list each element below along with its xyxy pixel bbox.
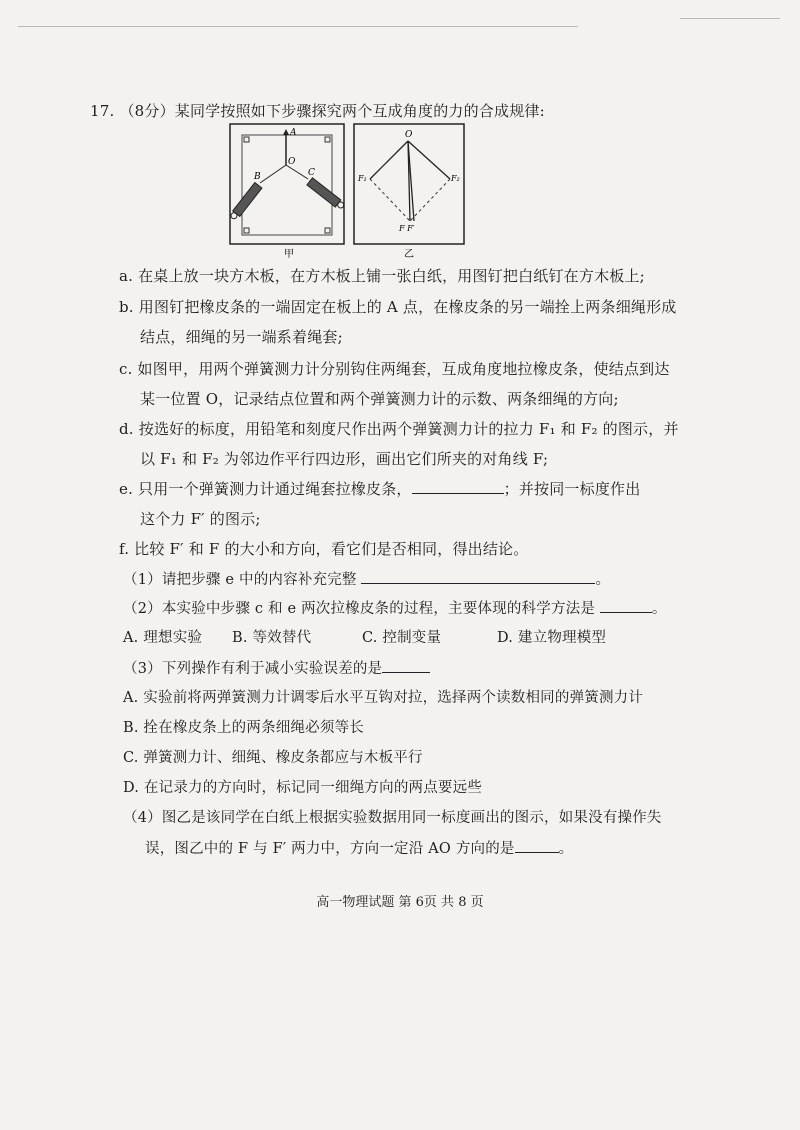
label-F1: F₁	[358, 174, 367, 183]
question-intro: 某同学按照如下步骤探究两个互成角度的力的合成规律:	[174, 102, 545, 120]
subq-2-option-a[interactable]: A. 理想实验	[123, 630, 203, 646]
step-c-line2: 某一位置 O，记录结点位置和两个弹簧测力计的示数、两条细绳的方向;	[140, 390, 619, 408]
label-A: A	[290, 128, 297, 138]
step-b-line1: b. 用图钉把橡皮条的一端固定在板上的 A 点，在橡皮条的另一端拴上两条细绳形成	[119, 298, 677, 316]
step-e-text-b: ；并按同一标度作出	[503, 480, 641, 498]
question-header	[90, 101, 545, 121]
subq-4-text: 误，图乙中的 F 与 F′ 两力中，方向一定沿 AO 方向的是	[145, 841, 515, 857]
label-B: B	[254, 172, 261, 182]
subq-4-line1: （4）图乙是该同学在白纸上根据实验数据用同一标度画出的图示，如果没有操作失	[123, 810, 662, 826]
step-b-line2: 结点，细绳的另一端系着绳套;	[140, 328, 343, 346]
subq-2-option-b[interactable]: B. 等效替代	[232, 630, 312, 646]
step-d-line1: d. 按选好的标度，用铅笔和刻度尺作出两个弹簧测力计的拉力 F₁ 和 F₂ 的图示，并	[119, 420, 679, 438]
figure-yi	[352, 121, 468, 261]
step-e-text-a: e. 只用一个弹簧测力计通过绳套拉橡皮条，	[119, 480, 412, 498]
subq-3-option-a[interactable]: A. 实验前将两弹簧测力计调零后水平互钩对拉，选择两个读数相同的弹簧测力计	[123, 690, 644, 706]
question-number: 17.	[90, 102, 115, 120]
figure-jia-caption: 甲	[284, 249, 294, 260]
step-d-line2: 以 F₁ 和 F₂ 为邻边作平行四边形，画出它们所夹的对角线 F;	[140, 450, 549, 468]
subq-1-blank[interactable]	[361, 569, 595, 584]
subq-2-blank[interactable]	[600, 598, 652, 613]
label-F2: F₂	[451, 174, 460, 183]
label-O-yi: O	[405, 130, 413, 140]
subq-2-option-c[interactable]: C. 控制变量	[362, 630, 442, 646]
label-C: C	[308, 168, 315, 178]
subq-3-blank[interactable]	[382, 658, 430, 673]
subq-1-text: （1）请把步骤 e 中的内容补充完整	[123, 572, 357, 588]
step-e-blank[interactable]	[412, 479, 504, 494]
subq-3-option-c[interactable]: C. 弹簧测力计、细绳、橡皮条都应与木板平行	[123, 750, 423, 766]
step-f: f. 比较 F′ 和 F 的大小和方向，看它们是否相同，得出结论。	[119, 540, 529, 558]
step-e-line1	[119, 479, 640, 499]
scan-top-edge-right	[680, 18, 780, 19]
subq-3-option-b[interactable]: B. 拴在橡皮条上的两条细绳必须等长	[123, 720, 364, 736]
subq-3-option-d[interactable]: D. 在记录力的方向时，标记同一细绳方向的两点要远些	[123, 780, 483, 796]
question-score: （8分）	[119, 102, 175, 120]
label-O: O	[288, 157, 296, 167]
step-e-line2: 这个力 F′ 的图示;	[140, 510, 261, 528]
page-footer: 高一物理试题 第 6页 共 8 页	[316, 895, 484, 910]
subq-2-text: （2）本实验中步骤 c 和 e 两次拉橡皮条的过程，主要体现的科学方法是	[123, 601, 596, 617]
subq-4-blank[interactable]	[515, 838, 559, 853]
scan-top-edge	[18, 26, 578, 27]
subq-4-end: 。	[558, 841, 574, 857]
figure-jia	[228, 121, 348, 261]
label-F-Fprime: F F′	[399, 224, 415, 233]
subq-1	[123, 569, 610, 590]
step-c-line1: c. 如图甲，用两个弹簧测力计分别钩住两绳套，互成角度地拉橡皮条，使结点到达	[119, 360, 670, 378]
figure-yi-caption: 乙	[404, 249, 414, 260]
subq-2-end: 。	[651, 601, 667, 617]
subq-2-option-d[interactable]: D. 建立物理模型	[497, 630, 607, 646]
subq-2	[123, 598, 667, 619]
subq-4-line2	[145, 838, 573, 859]
subq-3-text: （3）下列操作有利于减小实验误差的是	[123, 661, 383, 677]
subq-1-end: 。	[595, 572, 611, 588]
subq-3	[123, 658, 430, 679]
step-a: a. 在桌上放一块方木板，在方木板上铺一张白纸，用图钉把白纸钉在方木板上;	[119, 267, 645, 285]
